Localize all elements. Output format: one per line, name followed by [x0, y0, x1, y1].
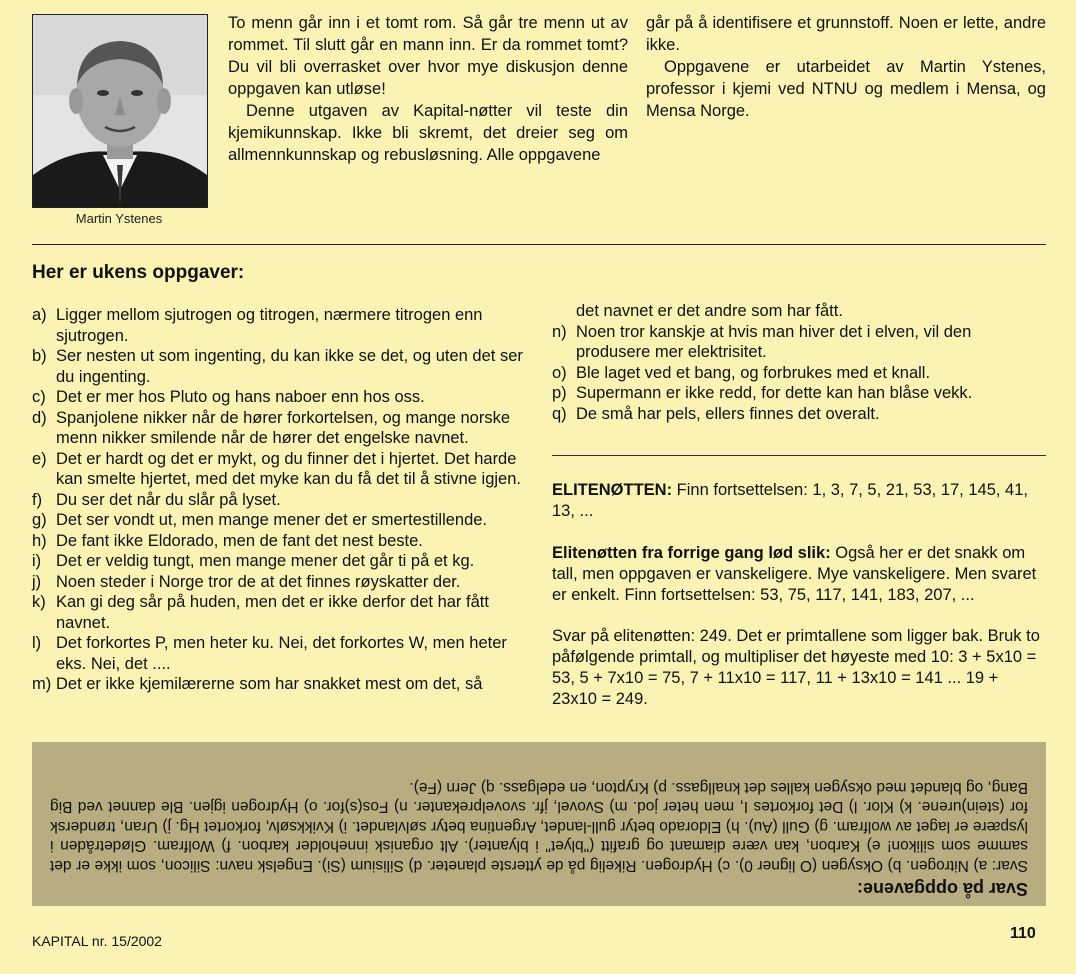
task-item: [32, 510, 532, 531]
task-letter: p): [552, 384, 567, 402]
answers-box: [32, 742, 1046, 906]
task-text: Du ser det når du slår på lyset.: [56, 490, 281, 509]
task-item: [552, 383, 1046, 404]
elite-previous-text: Også her er det snakk om tall, men oppgaven er vanskeligere. Mye vanskeligere. Men svaret er enkelt. Finn fortsettelsen: 53, 75, 117, 141, 183, 207, ...: [552, 544, 1037, 604]
answers-heading: Svar på oppgavene:: [856, 879, 1028, 899]
task-text: Supermann er ikke redd, for dette kan han blåse vekk.: [576, 384, 973, 402]
task-continuation: det navnet er det andre som har fått.: [576, 302, 843, 320]
task-item: [32, 572, 532, 593]
task-letter: b): [32, 347, 47, 365]
task-text: Ligger mellom sjutrogen og titrogen, nærmere titrogen enn sjutrogen.: [56, 306, 483, 345]
task-text: De små har pels, ellers finnes det overalt.: [576, 404, 880, 423]
elite-previous: [552, 543, 1046, 606]
task-letter: d): [32, 408, 47, 427]
task-list-right: [552, 301, 1046, 424]
task-letter: k): [32, 593, 46, 611]
task-item: [32, 346, 532, 387]
task-letter: a): [32, 306, 47, 324]
author-photo: [32, 14, 208, 208]
task-text: Det er veldig tungt, men mange mener det går ti på et kg.: [56, 552, 475, 570]
task-item: [32, 633, 532, 674]
task-text: Det ser vondt ut, men mange mener det er smertestillende.: [56, 511, 488, 529]
elite-previous-title: Elitenøtten fra forrige gang lød slik:: [552, 544, 831, 562]
task-item: [32, 674, 532, 695]
task-item: [32, 305, 532, 346]
elite-puzzle: [552, 480, 1046, 522]
task-text: Ser nesten ut som ingenting, du kan ikke se det, og uten det ser du ingenting.: [56, 347, 523, 386]
answers-upside-down: [32, 742, 1046, 906]
task-item: [552, 404, 1046, 425]
task-text: Kan gi deg sår på huden, men det er ikke derfor det har fått navnet.: [56, 593, 489, 632]
task-letter: n): [552, 322, 567, 341]
task-item: [552, 322, 1046, 363]
divider-rule: [552, 455, 1046, 456]
intro-paragraph: Oppgavene er utarbeidet av Martin Ystenes, professor i kjemi ved NTNU og medlem i Mensa, og Mensa Norge.: [646, 58, 1046, 120]
task-letter: l): [32, 634, 42, 652]
task-letter: f): [32, 490, 43, 509]
task-text: Det forkortes P, men heter ku. Nei, det forkortes W, men heter eks. Nei, det ....: [56, 634, 507, 673]
task-item: [32, 387, 532, 408]
page-number: 110: [1010, 925, 1036, 942]
divider-rule: [32, 244, 1046, 245]
task-item: [32, 490, 532, 511]
intro-column-right: [646, 12, 1046, 122]
intro-paragraph: Denne utgaven av Kapital-nøtter vil teste din kjemikunnskap. Ikke bli skremt, det dreier seg om allmennkunnskap og rebusløsning. Alle oppgavene: [228, 102, 628, 164]
elite-answer: Svar på elitenøtten: 249. Det er primtallene som ligger bak. Bruk to påfølgende primtall, og multipliser det høyeste med 10: 3 + 5x10 = 53, 5 + 7x10 = 75, 7 + 11x10 = 117, 11 + 13x10 = 141 ... 19 + 23x10 = 249.: [552, 627, 1040, 708]
elite-text: Finn fortsettelsen: 1, 3, 7, 5, 21, 53, 17, 145, 41, 13, ...: [552, 481, 1028, 520]
task-letter: c): [32, 388, 46, 406]
task-text: Det er mer hos Pluto og hans naboer enn hos oss.: [56, 388, 425, 406]
task-text: De fant ikke Eldorado, men de fant det nest beste.: [56, 531, 423, 550]
task-letter: i): [32, 552, 42, 570]
task-letter: g): [32, 511, 47, 529]
task-letter: h): [32, 531, 47, 550]
task-text: Noen steder i Norge tror de at det finnes røyskatter der.: [56, 572, 461, 591]
task-text: Ble laget ved et bang, og forbrukes med et knall.: [576, 363, 931, 382]
footer-magazine: KAPITAL nr. 15/2002: [32, 933, 162, 949]
task-item: [32, 592, 532, 633]
task-item: [32, 551, 532, 572]
tasks-heading: Her er ukens oppgaver:: [32, 262, 245, 283]
intro-column-left: [228, 12, 628, 166]
task-item: [32, 408, 532, 449]
intro-paragraph: går på å identifisere et grunnstoff. Noen er lette, andre ikke.: [646, 14, 1046, 54]
task-text: Noen tror kanskje at hvis man hiver det i elven, vil den produsere mer elektrisitet.: [576, 322, 972, 361]
elite-title: ELITENØTTEN:: [552, 481, 673, 499]
task-text: Det er ikke kjemilærerne som har snakket mest om det, så: [56, 675, 483, 693]
task-item: [552, 363, 1046, 384]
task-letter: j): [32, 572, 42, 591]
answers-text: Svar: a) Nitrogen. b) Oksygen (O ligner 0). c) Hydrogen. Rikelig på de ytterste planeter. d) Silisium (Si). Engelsk navn: Silicon, som ikke er det samme som silikon! e) Karbon, kan være diamant og grafitt ("blyet" i blyanter). Alt organisk inneholder karbon. f) Wolfram. Glødetråden i lyspære er laget av wolfram. g) Gull (Au). h) Eldorado betyr gull-landet, Argentina betyr sølvlandet. i) Kvikksølv, forkortet Hg. j) Uran, trøndersk for (stein)urene. k) Klor. l) Det forkortes I, men heter jod. m) Svovel, jfr. svovelprekanter. n) Fos(s)for. o) Hydrogen igjen. Ble dannet ved Big Bang, og blandet med oksygen kalles det knallgass. p) Krypton, en edelgass. q) Jern (Fe).: [50, 779, 1028, 874]
intro-paragraph: To menn går inn i et tomt rom. Så går tre menn ut av rommet. Til slutt går en mann inn. Er da rommet tomt? Du vil bli overrasket over hvor mye diskusjon denne oppgaven kan utløse!: [228, 14, 628, 98]
task-text: Det er hardt og det er mykt, og du finner det i hjertet. Det harde kan smelte hjertet, med det myke kan du få det til å stivne igjen.: [56, 449, 521, 488]
task-letter: q): [552, 404, 567, 423]
task-letter: o): [552, 363, 567, 382]
task-item: [32, 531, 532, 552]
task-letter: e): [32, 449, 47, 468]
task-text: Spanjolene nikker når de hører forkortelsen, og mange norske menn nikker smilende når de hører det engelske navnet.: [56, 408, 510, 447]
task-item: [32, 449, 532, 490]
photo-caption: Martin Ystenes: [75, 211, 163, 226]
task-letter: m): [32, 675, 52, 693]
task-list-left: [32, 305, 532, 695]
